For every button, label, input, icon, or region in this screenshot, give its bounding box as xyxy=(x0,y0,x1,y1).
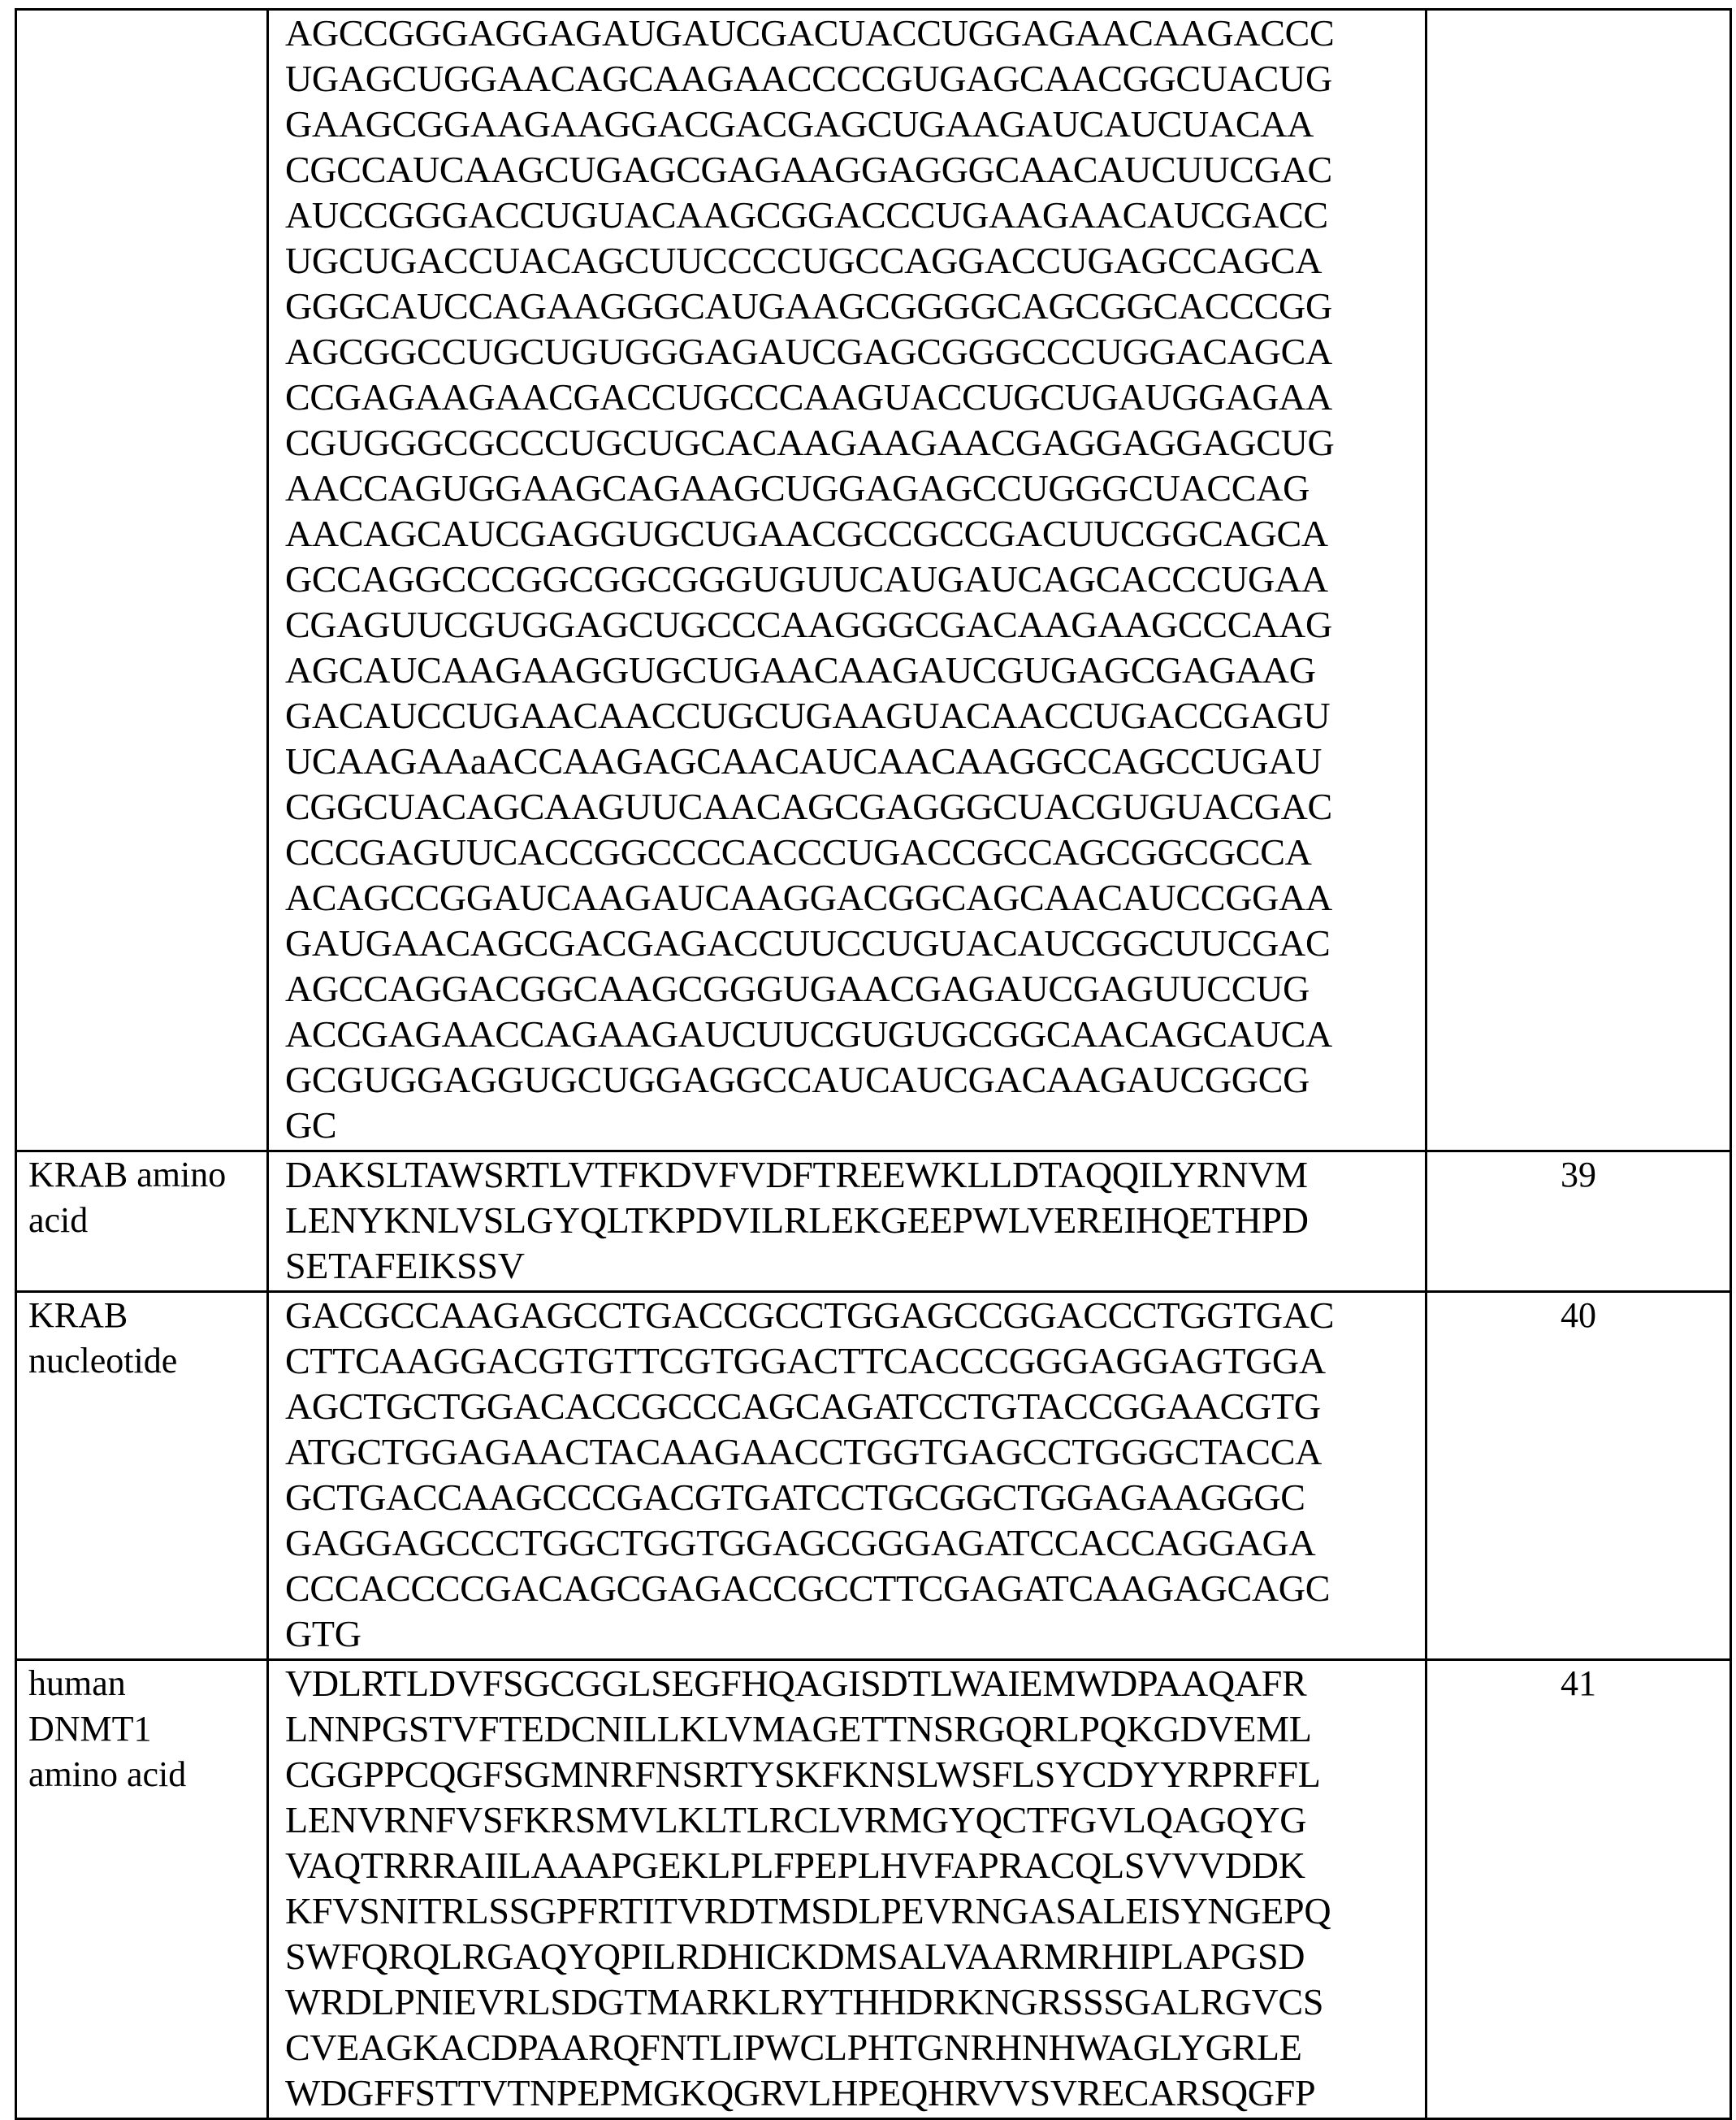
sequence-line: GCCAGGCCCGGCGGCGGGUGUUCAUGAUCAGCACCCUGAA xyxy=(285,557,1425,602)
sequence-line: CGGCUACAGCAAGUUCAACAGCGAGGGCUACGUGUACGAC xyxy=(285,784,1425,830)
sequence-line: GACGCCAAGAGCCTGACCGCCTGGAGCCGGACCCTGGTGAC xyxy=(285,1293,1425,1338)
sequence-line: VAQTRRRAIILAAAPGEKLPLFPEPLHVFAPRACQLSVVVDDK xyxy=(285,1843,1425,1888)
sequence-line: LNNPGSTVFTEDCNILLKLVMAGETTNSRGQRLPQKGDVEML xyxy=(285,1706,1425,1752)
sequence-line: AACCAGUGGAAGCAGAAGCUGGAGAGCCUGGGCUACCAG xyxy=(285,466,1425,511)
sequence-line: CVEAGKACDPAARQFNTLIPWCLPHTGNRHNHWAGLYGRLE xyxy=(285,2025,1425,2070)
sequence-line: AGCCAGGACGGCAAGCGGGUGAACGAGAUCGAGUUCCUG xyxy=(285,966,1425,1012)
sequence-line: GC xyxy=(285,1103,1425,1148)
sequence-line: ACCGAGAACCAGAAGAUCUUCGUGUGCGGCAACAGCAUCA xyxy=(285,1012,1425,1057)
sequence-line: LENVRNFVSFKRSMVLKLTLRCLVRMGYQCTFGVLQAGQYG xyxy=(285,1797,1425,1843)
sequence-line: CCCGAGUUCACCGGCCCCACCCUGACCGCCAGCGGCGCCA xyxy=(285,830,1425,875)
sequence-name-line: nucleotide xyxy=(28,1338,266,1384)
sequence-line: SWFQRQLRGAQYQPILRDHICKDMSALVAARMRHIPLAPGSD xyxy=(285,1934,1425,1979)
sequence-line: GAUGAACAGCGACGAGACCUUCCUGUACAUCGGCUUCGAC xyxy=(285,921,1425,966)
sequence-line: CCGAGAAGAACGACCUGCCCAAGUACCUGCUGAUGGAGAA xyxy=(285,375,1425,420)
sequence-name-cell xyxy=(16,10,268,1151)
sequence-line: AGCCGGGAGGAGAUGAUCGACUACCUGGAGAACAAGACCC xyxy=(285,11,1425,56)
sequence-line: GAGGAGCCCTGGCTGGTGGAGCGGGAGATCCACCAGGAGA xyxy=(285,1520,1425,1566)
sequence-line: UCAAGAAaACCAAGAGCAACAUCAACAAGGCCAGCCUGAU xyxy=(285,739,1425,784)
seq-id-number: 40 xyxy=(1426,1292,1731,1660)
sequence-line: AGCTGCTGGACACCGCCCAGCAGATCCTGTACCGGAACGTG xyxy=(285,1384,1425,1429)
sequence-name-line: human xyxy=(28,1661,266,1706)
sequence-line: AGCAUCAAGAAGGUGCUGAACAAGAUCGUGAGCGAGAAG xyxy=(285,648,1425,693)
sequence-name-line: amino acid xyxy=(28,1752,266,1797)
sequence-line: AGCGGCCUGCUGUGGGAGAUCGAGCGGGCCCUGGACAGCA xyxy=(285,329,1425,375)
sequence-line: CGAGUUCGUGGAGCUGCCCAAGGGCGACAAGAAGCCCAAG xyxy=(285,602,1425,648)
table-row xyxy=(16,1151,1731,1292)
sequence-line: GGGCAUCCAGAAGGGCAUGAAGCGGGGCAGCGGCACCCGG xyxy=(285,284,1425,329)
sequence-name-cell xyxy=(16,1660,268,2119)
seq-id-number xyxy=(1426,10,1731,1151)
sequence-line: WRDLPNIEVRLSDGTMARKLRYTHHDRKNGRSSSGALRGVCS xyxy=(285,1979,1425,2025)
sequence-line: GAAGCGGAAGAAGGACGACGAGCUGAAGAUCAUCUACAA xyxy=(285,102,1425,147)
sequence-line: CGUGGGCGCCCUGCUGCACAAGAAGAACGAGGAGGAGCUG xyxy=(285,420,1425,466)
sequence-cell xyxy=(268,1151,1426,1292)
table-row xyxy=(16,10,1731,1151)
sequence-line: KFVSNITRLSSGPFRTITVRDTMSDLPEVRNGASALEISYNGEPQ xyxy=(285,1888,1425,1934)
sequence-line: CTTCAAGGACGTGTTCGTGGACTTCACCCGGGAGGAGTGGA xyxy=(285,1338,1425,1384)
table-row xyxy=(16,1292,1731,1660)
sequence-line: VDLRTLDVFSGCGGLSEGFHQAGISDTLWAIEMWDPAAQAFR xyxy=(285,1661,1425,1706)
sequence-name-cell xyxy=(16,1292,268,1660)
sequence-name-line: acid xyxy=(28,1198,266,1243)
sequence-line: LENYKNLVSLGYQLTKPDVILRLEKGEEPWLVEREIHQETHPD xyxy=(285,1198,1425,1243)
sequence-line: ATGCTGGAGAACTACAAGAACCTGGTGAGCCTGGGCTACCA xyxy=(285,1429,1425,1475)
sequence-line: UGAGCUGGAACAGCAAGAACCCCGUGAGCAACGGCUACUG xyxy=(285,56,1425,102)
sequence-line: SETAFEIKSSV xyxy=(285,1243,1425,1289)
sequence-table xyxy=(15,8,1732,2120)
sequence-cell xyxy=(268,1660,1426,2119)
sequence-line: WDGFFSTTVTNPEPMGKQGRVLHPEQHRVVSVRECARSQGFP xyxy=(285,2070,1425,2116)
sequence-line: GCGUGGAGGUGCUGGAGGCCAUCAUCGACAAGAUCGGCG xyxy=(285,1057,1425,1103)
seq-id-number: 39 xyxy=(1426,1151,1731,1292)
sequence-line: DAKSLTAWSRTLVTFKDVFVDFTREEWKLLDTAQQILYRNVM xyxy=(285,1152,1425,1198)
sequence-line: CGCCAUCAAGCUGAGCGAGAAGGAGGGCAACAUCUUCGAC xyxy=(285,147,1425,193)
sequence-line: GCTGACCAAGCCCGACGTGATCCTGCGGCTGGAGAAGGGC xyxy=(285,1475,1425,1520)
sequence-name-line: DNMT1 xyxy=(28,1706,266,1752)
sequence-cell xyxy=(268,1292,1426,1660)
sequence-line: GTG xyxy=(285,1611,1425,1657)
sequence-cell xyxy=(268,10,1426,1151)
sequence-line: AUCCGGGACCUGUACAAGCGGACCCUGAAGAACAUCGACC xyxy=(285,193,1425,238)
sequence-line: CGGPPCQGFSGMNRFNSRTYSKFKNSLWSFLSYCDYYRPRFFL xyxy=(285,1752,1425,1797)
sequence-line: GACAUCCUGAACAACCUGCUGAAGUACAACCUGACCGAGU xyxy=(285,693,1425,739)
sequence-line: UGCUGACCUACAGCUUCCCCUGCCAGGACCUGAGCCAGCA xyxy=(285,238,1425,284)
sequence-line: CCCACCCCGACAGCGAGACCGCCTTCGAGATCAAGAGCAGC xyxy=(285,1566,1425,1611)
sequence-table-body xyxy=(16,10,1731,2119)
table-row xyxy=(16,1660,1731,2119)
sequence-name-cell xyxy=(16,1151,268,1292)
sequence-name-line: KRAB amino xyxy=(28,1152,266,1198)
sequence-line: ACAGCCGGAUCAAGAUCAAGGACGGCAGCAACAUCCGGAA xyxy=(285,875,1425,921)
seq-id-number: 41 xyxy=(1426,1660,1731,2119)
sequence-name-line: KRAB xyxy=(28,1293,266,1338)
sequence-line: AACAGCAUCGAGGUGCUGAACGCCGCCGACUUCGGCAGCA xyxy=(285,511,1425,557)
